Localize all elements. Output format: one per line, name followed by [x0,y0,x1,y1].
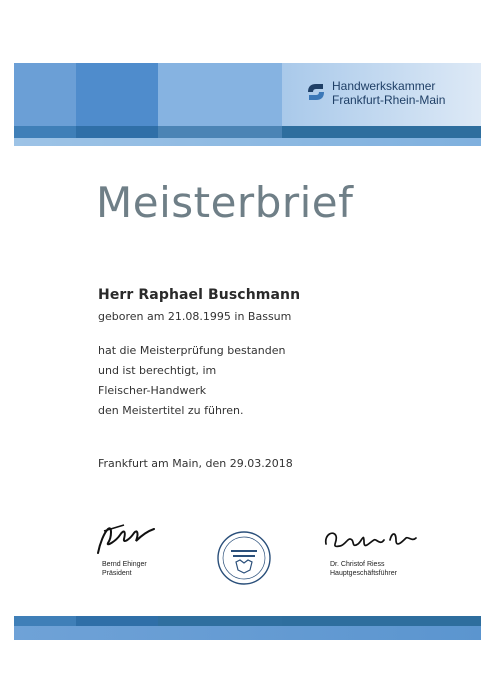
footer-band [14,616,481,640]
header-strip [76,126,158,138]
header-strip [158,126,282,138]
header-band-segment [158,63,282,126]
official-seal-icon [216,530,272,586]
right-signer-name: Dr. Christof Riess [330,561,385,568]
footer-strip [76,616,158,626]
footer-strip [158,616,282,626]
statement-line-3: Fleischer-Handwerk [98,384,207,397]
right-signer [330,560,397,578]
header-strip [282,126,481,138]
left-signature-icon [90,513,160,561]
hwk-logo-icon [305,81,327,103]
right-signature-icon [320,520,420,560]
statement-line-1: hat die Meisterprüfung bestanden [98,344,286,357]
footer-strip [14,616,76,626]
organization-name-line2: Frankfurt-Rhein-Main [332,93,446,107]
footer-strip [282,616,481,626]
header-band-segment [76,63,158,126]
left-signer [102,560,147,578]
right-signer-role: Hauptgeschäftsführer [330,570,397,577]
left-signer-name: Bernd Ehinger [102,561,147,568]
place-date: Frankfurt am Main, den 29.03.2018 [98,457,293,470]
document-title: Meisterbrief [96,178,354,227]
statement-line-2: und ist berechtigt, im [98,364,217,377]
left-signer-role: Präsident [102,570,132,577]
header-band-segment [14,63,76,126]
organization-name [332,79,445,107]
statement-line-4: den Meistertitel zu führen. [98,404,244,417]
birth-info: geboren am 21.08.1995 in Bassum [98,310,292,323]
organization-name-line1: Handwerkskammer [332,79,436,93]
header-strip [14,126,76,138]
footer-band-bottom [14,626,481,640]
recipient-name: Herr Raphael Buschmann [98,287,301,303]
header-thin-strip [14,138,481,146]
